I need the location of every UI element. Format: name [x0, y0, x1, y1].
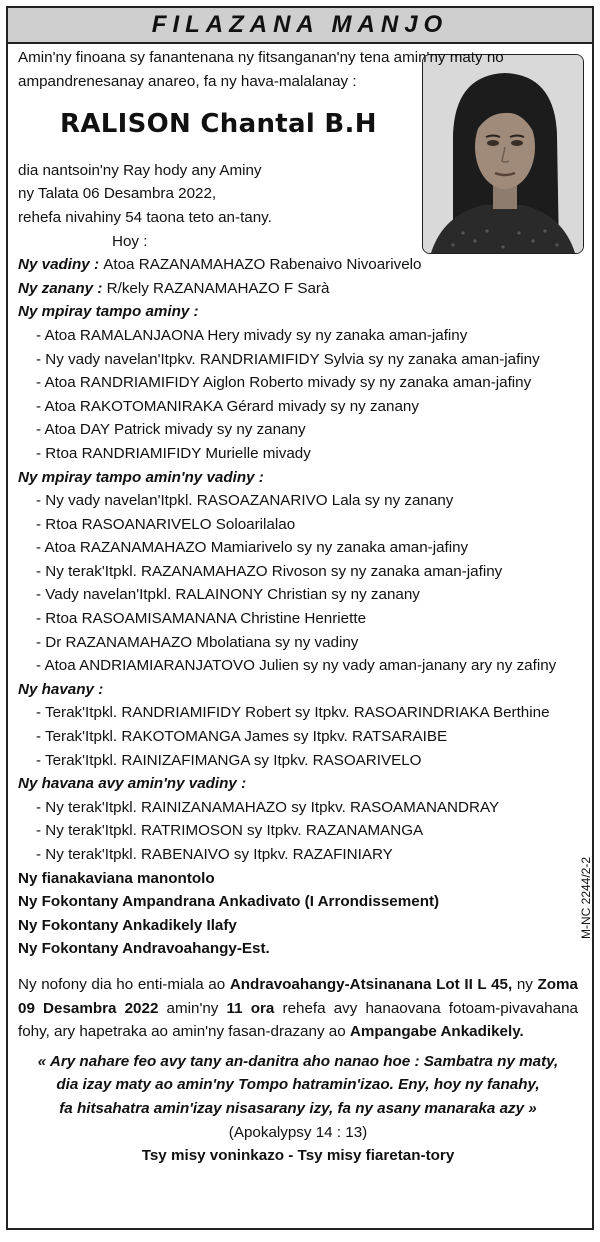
death-line-2: ny Talata 06 Desambra 2022, [18, 185, 217, 203]
list-item: - Ny vady navelan'Itpkl. RASOAZANARIVO Lala sy ny zanany [36, 489, 578, 513]
banner [8, 8, 592, 44]
list-item: - Atoa RAMALANJAONA Hery mivady sy ny zanaka aman-jafiny [36, 324, 578, 348]
banner-title: FILAZANA MANJO [151, 11, 449, 38]
zanany-line [18, 277, 578, 301]
havany-heading: Ny havany : [18, 680, 104, 698]
list-item: - Rtoa RASOANARIVELO Soloarilalao [36, 513, 578, 537]
death-line-1: dia nantsoin'ny Ray hody any Aminy [18, 161, 262, 179]
burial-place: Ampangabe Ankadikely. [349, 1023, 524, 1041]
funeral-details: Ny nofony dia ho enti-miala ao Andravoahangy-Atsinanana Lot II L 45, ny Zoma 09 Desambra 2022 amin'ny 11 ora rehefa avy hanaovana fotoam-pivavahana fohy, ary hapetraka ao amin'ny fasan-drazany ao Ampangabe Ankadikely. [18, 975, 578, 1041]
zanany-value: R/kely RAZANAMAHAZO F Sarà [106, 279, 330, 297]
list-item: - Ny terak'Itpkl. RAINIZANAMAHAZO sy Itpkv. RASOAMANANDRAY [36, 796, 578, 820]
list-item: - Dr RAZANAMAHAZO Mbolatiana sy ny vadiny [36, 631, 578, 655]
ad-reference-code: M-NC 2244/2-2 [579, 856, 593, 940]
list-item: - Ny terak'Itpkl. RATRIMOSON sy Itpkv. RAZANAMANGA [36, 819, 578, 843]
list-item: - Vady navelan'Itpkl. RALAINONY Christian sy ny zanany [36, 583, 578, 607]
group-line: Ny fianakaviana manontolo [18, 869, 215, 887]
vadiny-line [18, 253, 578, 277]
list-item: - Terak'Itpkl. RAKOTOMANGA James sy Itpkv. RATSARAIBE [36, 725, 578, 749]
list-item: - Atoa RAKOTOMANIRAKA Gérard mivady sy ny zanany [36, 395, 578, 419]
deceased-name: RALISON Chantal B.H [60, 109, 377, 140]
list-item: - Rtoa RANDRIAMIFIDY Murielle mivady [36, 442, 578, 466]
list-item: - Rtoa RASOAMISAMANANA Christine Henriette [36, 607, 578, 631]
list-item: - Atoa ANDRIAMIARANJATOVO Julien sy ny vady aman-janany ary ny zafiny [36, 654, 578, 678]
havana-vadiny-list [18, 796, 578, 867]
list-item: - Ny vady navelan'Itpkv. RANDRIAMIFIDY Sylvia sy ny zanaka aman-jafiny [36, 348, 578, 372]
scripture-quote-line: « Ary nahare feo avy tany an-danitra aho nanao hoe : Sambatra ny maty, [37, 1052, 559, 1070]
scripture-quote-line: dia izay maty ao amin'ny Tompo hatramin'izao. Eny, hoy ny fanahy, [56, 1076, 540, 1094]
funeral-date: Zoma 09 Desambra 2022 [18, 975, 578, 1017]
mpiray-aminy-heading: Ny mpiray tampo aminy : [18, 303, 199, 321]
funeral-place: Andravoahangy-Atsinanana Lot II L 45, [229, 975, 513, 993]
list-item: - Ny terak'Itpkl. RABENAIVO sy Itpkv. RAZAFINIARY [36, 843, 578, 867]
group-line: Ny Fokontany Ankadikely Ilafy [18, 916, 237, 934]
group-line: Ny Fokontany Andravoahangy-Est. [18, 940, 270, 958]
havana-vadiny-heading: Ny havana avy amin'ny vadiny : [18, 775, 247, 793]
list-item: - Atoa RAZANAMAHAZO Mamiarivelo sy ny zanaka aman-jafiny [36, 536, 578, 560]
scripture-quote-line: fa hitsahatra amin'izay nisasarany izy, fa ny asany manaraka azy » [59, 1099, 537, 1117]
mpiray-vadiny-heading: Ny mpiray tampo amin'ny vadiny : [18, 468, 264, 486]
mpiray-vadiny-list [18, 489, 578, 678]
intro-text: Amin'ny finoana sy fanantenana ny fitsanganan'ny tena amin'ny maty no ampandrenesanay anareo, fa ny hava-malalanay : [18, 49, 504, 90]
funeral-time: 11 ora [226, 999, 275, 1017]
list-item: - Atoa DAY Patrick mivady sy ny zanany [36, 418, 578, 442]
death-line-3: rehefa nivahiny 54 taona teto an-tany. [18, 208, 272, 226]
list-item: - Terak'Itpkl. RANDRIAMIFIDY Robert sy Itpkv. RASOARINDRIAKA Berthine [36, 701, 578, 725]
obituary-notice [6, 6, 594, 1230]
vadiny-label: Ny vadiny : [18, 256, 100, 274]
vadiny-value: Atoa RAZANAMAHAZO Rabenaivo Nivoarivelo [103, 256, 422, 274]
notice-body [18, 46, 578, 1168]
footer-note: Tsy misy voninkazo - Tsy misy fiaretan-tory [141, 1147, 455, 1165]
list-item: - Ny terak'Itpkl. RAZANAMAHAZO Rivoson sy ny zanaka aman-jafiny [36, 560, 578, 584]
group-line: Ny Fokontany Ampandrana Ankadivato (I Arrondissement) [18, 893, 440, 911]
havany-list [18, 701, 578, 772]
scripture-reference: (Apokalypsy 14 : 13) [228, 1123, 368, 1141]
zanany-label: Ny zanany : [18, 279, 103, 297]
mpiray-aminy-list [18, 324, 578, 466]
hoy-label: Hoy : [112, 232, 148, 250]
list-item: - Terak'Itpkl. RAINIZAFIMANGA sy Itpkv. RASOARIVELO [36, 749, 578, 773]
list-item: - Atoa RANDRIAMIFIDY Aiglon Roberto mivady sy ny zanaka aman-jafiny [36, 371, 578, 395]
